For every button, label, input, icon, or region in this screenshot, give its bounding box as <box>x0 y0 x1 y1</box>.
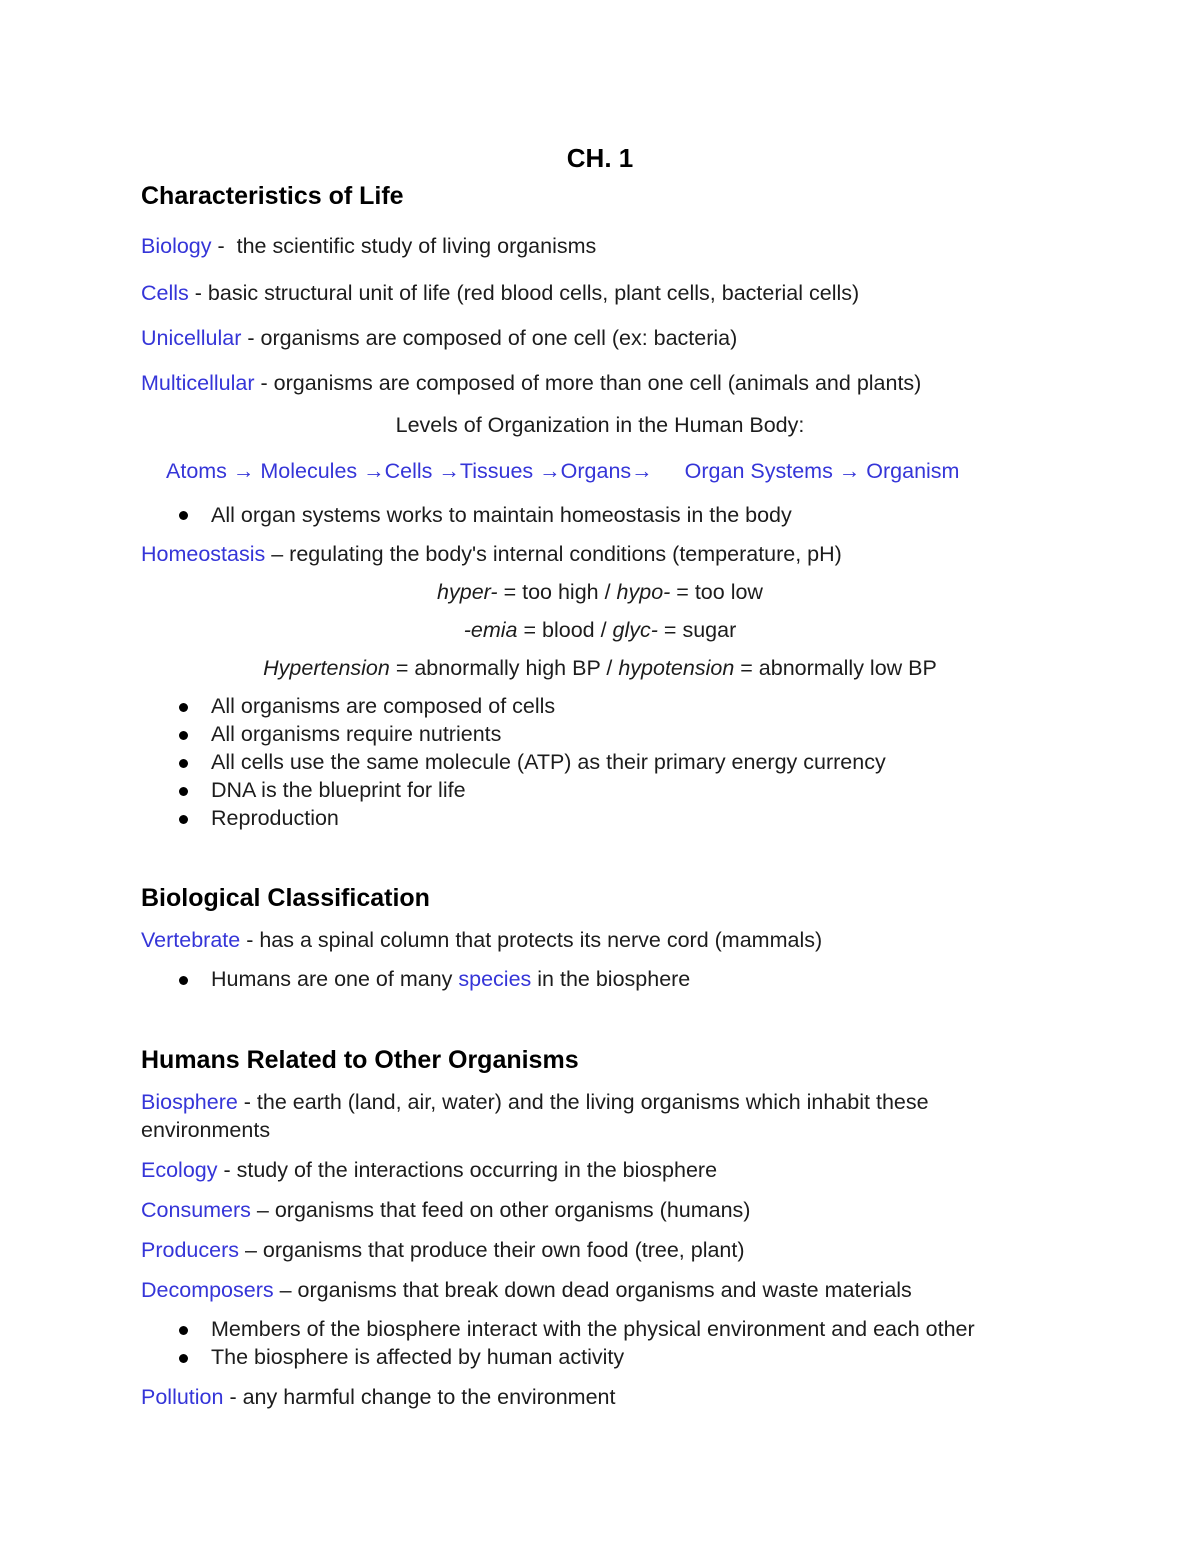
bullet-icon <box>179 759 188 768</box>
definition-text: organisms are composed of one cell (ex: bacteria) <box>260 326 738 350</box>
prefix-text: = too low <box>670 580 763 604</box>
prefix-text: = too high / <box>497 580 617 604</box>
definition-text: - any harmful change to the environment <box>223 1385 616 1409</box>
definition-biology: Biology - the scientific study of living organisms <box>141 234 597 258</box>
definition-biosphere-continued: environments <box>141 1118 271 1142</box>
bullet-text: in the biosphere <box>531 967 691 991</box>
definition-text: – organisms that produce their own food (tree, plant) <box>239 1238 745 1262</box>
term-decomposers: Decomposers <box>141 1278 274 1302</box>
term-producers: Producers <box>141 1238 239 1262</box>
term-unicellular: Unicellular <box>141 326 242 350</box>
bullet-text: Humans are one of many <box>211 967 459 991</box>
prefix-term: Hypertension <box>263 656 390 680</box>
definition-decomposers <box>141 1276 912 1304</box>
term-pollution: Pollution <box>141 1385 224 1409</box>
levels-flow-part-a: Atoms → Molecules →Cells →Tissues →Organs→ <box>166 459 653 483</box>
definition-multicellular: Multicellular - organisms are composed of more than one cell (animals and plants) <box>141 371 922 395</box>
definition-text: basic structural unit of life (red blood cells, plant cells, bacterial cells) <box>207 281 860 305</box>
definition-ecology <box>141 1156 717 1184</box>
bullet-icon <box>179 787 188 796</box>
prefix-text: = blood / <box>517 618 613 642</box>
definition-text: – organisms that break down dead organisms and waste materials <box>273 1278 912 1302</box>
prefix-text: = abnormally high BP / <box>389 656 619 680</box>
heading-humans-related: Humans Related to Other Organisms <box>141 1046 579 1074</box>
bullet-item: The biosphere is affected by human activity <box>211 1345 625 1369</box>
levels-flow-part-b: Organ Systems → Organism <box>684 459 960 483</box>
bullet-humans-species <box>211 965 690 993</box>
term-multicellular: Multicellular <box>141 371 255 395</box>
definition-producers <box>141 1236 745 1264</box>
definition-cells: Cells - basic structural unit of life (red blood cells, plant cells, bacterial cells) <box>141 281 860 305</box>
bullet-icon <box>179 815 188 824</box>
prefix-line-hyper-hypo <box>0 578 1200 606</box>
term-cells: Cells <box>141 281 189 305</box>
definition-text: – regulating the body's internal conditions (temperature, pH) <box>265 542 842 566</box>
term-species: species <box>458 967 532 991</box>
bullet-item: DNA is the blueprint for life <box>211 778 466 802</box>
bullet-item: All cells use the same molecule (ATP) as their primary energy currency <box>211 750 886 774</box>
definition-text: - study of the interactions occurring in the biosphere <box>217 1158 718 1182</box>
prefix-text: = sugar <box>657 618 737 642</box>
definition-vertebrate <box>141 926 822 954</box>
bullet-icon <box>179 511 188 520</box>
prefix-text: = abnormally low BP <box>734 656 937 680</box>
term-homeostasis: Homeostasis <box>141 542 266 566</box>
levels-title: Levels of Organization in the Human Body: <box>395 413 805 437</box>
bullet-item: Members of the biosphere interact with the physical environment and each other <box>211 1317 975 1341</box>
prefix-line-emia-glyc <box>0 616 1200 644</box>
definition-text: the scientific study of living organisms <box>230 234 597 258</box>
prefix-term: glyc- <box>612 618 658 642</box>
definition-homeostasis <box>141 540 842 568</box>
term-ecology: Ecology <box>141 1158 218 1182</box>
heading-characteristics-of-life: Characteristics of Life <box>141 182 404 210</box>
bullet-organ-systems: All organ systems works to maintain homeostasis in the body <box>211 503 792 527</box>
bullet-icon <box>179 1326 188 1335</box>
prefix-term: -emia <box>463 618 518 642</box>
term-consumers: Consumers <box>141 1198 251 1222</box>
definition-consumers <box>141 1196 750 1224</box>
bullet-item: All organisms are composed of cells <box>211 694 556 718</box>
term-vertebrate: Vertebrate <box>141 928 241 952</box>
term-biosphere: Biosphere <box>141 1090 238 1114</box>
prefix-term: hypotension <box>618 656 735 680</box>
bullet-icon <box>179 731 188 740</box>
bullet-icon <box>179 976 188 985</box>
definition-unicellular: Unicellular - organisms are composed of one cell (ex: bacteria) <box>141 326 738 350</box>
bullet-item: All organisms require nutrients <box>211 722 502 746</box>
prefix-term: hypo- <box>616 580 671 604</box>
definition-pollution <box>141 1383 615 1411</box>
definition-text: organisms are composed of more than one cell (animals and plants) <box>273 371 922 395</box>
heading-biological-classification: Biological Classification <box>141 884 430 912</box>
prefix-line-hypertension <box>0 654 1200 682</box>
definition-text: - has a spinal column that protects its nerve cord (mammals) <box>240 928 823 952</box>
definition-biosphere <box>141 1088 929 1116</box>
prefix-term: hyper- <box>437 580 498 604</box>
chapter-title: CH. 1 <box>566 143 634 173</box>
levels-flow <box>166 457 959 485</box>
definition-text: – organisms that feed on other organisms (humans) <box>250 1198 751 1222</box>
bullet-icon <box>179 1354 188 1363</box>
bullet-icon <box>179 703 188 712</box>
term-biology: Biology <box>141 234 212 258</box>
definition-text: - the earth (land, air, water) and the living organisms which inhabit these <box>237 1090 929 1114</box>
bullet-item: Reproduction <box>211 806 339 830</box>
